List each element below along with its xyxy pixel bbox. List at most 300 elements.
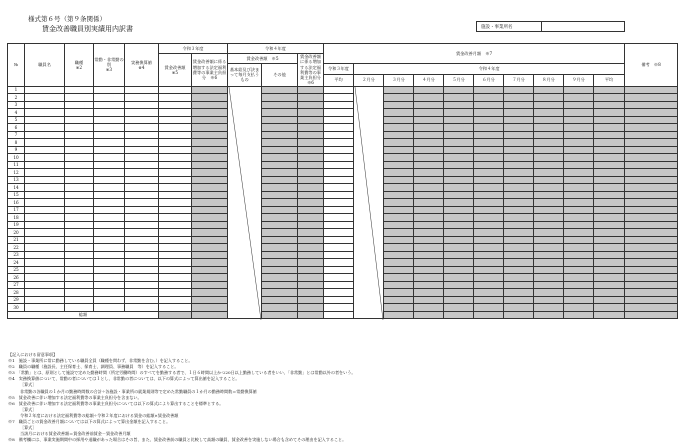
table-cell[interactable]	[324, 154, 354, 162]
table-cell[interactable]	[298, 116, 324, 124]
table-cell[interactable]	[159, 146, 192, 154]
table-cell[interactable]	[298, 176, 324, 184]
table-cell[interactable]	[564, 199, 594, 207]
table-cell[interactable]	[384, 169, 414, 177]
table-cell[interactable]	[474, 296, 504, 304]
table-cell[interactable]	[324, 101, 354, 109]
table-cell[interactable]	[94, 199, 125, 207]
table-cell[interactable]	[65, 86, 94, 94]
table-cell[interactable]	[384, 86, 414, 94]
table-cell[interactable]	[504, 184, 534, 192]
table-cell[interactable]	[594, 296, 625, 304]
table-cell[interactable]	[534, 146, 564, 154]
table-cell[interactable]	[534, 304, 564, 312]
table-cell[interactable]	[262, 304, 298, 312]
table-cell[interactable]	[262, 191, 298, 199]
table-cell[interactable]	[25, 229, 65, 237]
table-cell[interactable]	[298, 296, 324, 304]
table-cell[interactable]	[298, 109, 324, 117]
table-cell[interactable]	[298, 259, 324, 267]
table-cell[interactable]	[594, 161, 625, 169]
table-cell[interactable]	[534, 124, 564, 132]
table-cell[interactable]	[564, 109, 594, 117]
table-cell[interactable]	[94, 229, 125, 237]
table-cell[interactable]	[94, 274, 125, 282]
total-cell[interactable]	[324, 311, 354, 319]
table-cell[interactable]	[534, 266, 564, 274]
table-cell[interactable]	[324, 281, 354, 289]
table-cell[interactable]	[534, 161, 564, 169]
table-cell[interactable]	[159, 206, 192, 214]
table-cell[interactable]	[594, 274, 625, 282]
table-cell[interactable]	[625, 206, 678, 214]
table-cell[interactable]	[65, 154, 94, 162]
table-cell[interactable]	[125, 116, 159, 124]
table-cell[interactable]	[159, 214, 192, 222]
table-cell[interactable]	[94, 191, 125, 199]
table-cell[interactable]	[594, 154, 625, 162]
table-cell[interactable]	[262, 101, 298, 109]
table-cell[interactable]	[94, 214, 125, 222]
table-cell[interactable]	[192, 236, 228, 244]
table-cell[interactable]	[192, 244, 228, 252]
table-cell[interactable]	[192, 289, 228, 297]
table-cell[interactable]	[324, 199, 354, 207]
table-cell[interactable]	[625, 251, 678, 259]
table-cell[interactable]	[534, 86, 564, 94]
table-cell[interactable]	[534, 131, 564, 139]
table-cell[interactable]	[625, 259, 678, 267]
table-cell[interactable]	[159, 236, 192, 244]
table-cell[interactable]	[534, 259, 564, 267]
table-cell[interactable]	[262, 266, 298, 274]
table-cell[interactable]	[594, 229, 625, 237]
table-cell[interactable]	[594, 109, 625, 117]
table-cell[interactable]	[94, 124, 125, 132]
table-cell[interactable]	[414, 206, 444, 214]
table-cell[interactable]	[192, 229, 228, 237]
table-cell[interactable]	[564, 244, 594, 252]
total-cell[interactable]	[504, 311, 534, 319]
table-cell[interactable]	[414, 131, 444, 139]
table-cell[interactable]	[564, 169, 594, 177]
table-cell[interactable]	[262, 274, 298, 282]
table-cell[interactable]	[324, 259, 354, 267]
table-cell[interactable]	[262, 184, 298, 192]
table-cell[interactable]	[159, 191, 192, 199]
table-cell[interactable]	[125, 101, 159, 109]
table-cell[interactable]	[65, 244, 94, 252]
table-cell[interactable]	[262, 281, 298, 289]
table-cell[interactable]	[444, 154, 474, 162]
table-cell[interactable]	[384, 259, 414, 267]
table-cell[interactable]	[594, 221, 625, 229]
table-cell[interactable]	[474, 139, 504, 147]
table-cell[interactable]	[625, 146, 678, 154]
table-cell[interactable]	[414, 244, 444, 252]
table-cell[interactable]	[25, 274, 65, 282]
table-cell[interactable]	[504, 244, 534, 252]
table-cell[interactable]	[474, 154, 504, 162]
table-cell[interactable]	[414, 214, 444, 222]
table-cell[interactable]	[534, 244, 564, 252]
table-cell[interactable]	[444, 161, 474, 169]
table-cell[interactable]	[564, 274, 594, 282]
table-cell[interactable]	[324, 244, 354, 252]
table-cell[interactable]	[594, 266, 625, 274]
table-cell[interactable]	[504, 124, 534, 132]
table-cell[interactable]	[25, 161, 65, 169]
table-cell[interactable]	[444, 184, 474, 192]
table-cell[interactable]	[444, 236, 474, 244]
table-cell[interactable]	[298, 131, 324, 139]
table-cell[interactable]	[262, 214, 298, 222]
table-cell[interactable]	[414, 274, 444, 282]
table-cell[interactable]	[125, 94, 159, 102]
table-cell[interactable]	[444, 191, 474, 199]
table-cell[interactable]	[534, 139, 564, 147]
table-cell[interactable]	[534, 251, 564, 259]
table-cell[interactable]	[444, 139, 474, 147]
table-cell[interactable]	[159, 94, 192, 102]
table-cell[interactable]	[94, 236, 125, 244]
table-cell[interactable]	[25, 94, 65, 102]
table-cell[interactable]	[414, 154, 444, 162]
table-cell[interactable]	[504, 304, 534, 312]
total-cell[interactable]	[625, 311, 678, 319]
table-cell[interactable]	[594, 94, 625, 102]
table-cell[interactable]	[504, 221, 534, 229]
table-cell[interactable]	[94, 146, 125, 154]
table-cell[interactable]	[564, 161, 594, 169]
table-cell[interactable]	[159, 259, 192, 267]
table-cell[interactable]	[159, 266, 192, 274]
table-cell[interactable]	[474, 184, 504, 192]
table-cell[interactable]	[625, 229, 678, 237]
table-cell[interactable]	[262, 154, 298, 162]
table-cell[interactable]	[65, 131, 94, 139]
table-cell[interactable]	[534, 289, 564, 297]
table-cell[interactable]	[192, 191, 228, 199]
table-cell[interactable]	[125, 109, 159, 117]
table-cell[interactable]	[534, 214, 564, 222]
table-cell[interactable]	[564, 214, 594, 222]
table-cell[interactable]	[564, 236, 594, 244]
table-cell[interactable]	[625, 176, 678, 184]
table-cell[interactable]	[625, 281, 678, 289]
table-cell[interactable]	[159, 176, 192, 184]
table-cell[interactable]	[504, 146, 534, 154]
table-cell[interactable]	[594, 289, 625, 297]
table-cell[interactable]	[25, 199, 65, 207]
table-cell[interactable]	[94, 116, 125, 124]
table-cell[interactable]	[625, 236, 678, 244]
table-cell[interactable]	[625, 101, 678, 109]
table-cell[interactable]	[65, 199, 94, 207]
table-cell[interactable]	[414, 116, 444, 124]
table-cell[interactable]	[65, 139, 94, 147]
table-cell[interactable]	[192, 154, 228, 162]
table-cell[interactable]	[414, 146, 444, 154]
table-cell[interactable]	[192, 139, 228, 147]
table-cell[interactable]	[262, 296, 298, 304]
table-cell[interactable]	[324, 236, 354, 244]
table-cell[interactable]	[534, 184, 564, 192]
table-cell[interactable]	[414, 191, 444, 199]
table-cell[interactable]	[384, 124, 414, 132]
table-cell[interactable]	[504, 86, 534, 94]
table-cell[interactable]	[474, 124, 504, 132]
table-cell[interactable]	[414, 139, 444, 147]
table-cell[interactable]	[625, 244, 678, 252]
table-cell[interactable]	[25, 86, 65, 94]
table-cell[interactable]	[65, 124, 94, 132]
table-cell[interactable]	[324, 274, 354, 282]
table-cell[interactable]	[262, 109, 298, 117]
table-cell[interactable]	[125, 259, 159, 267]
table-cell[interactable]	[25, 281, 65, 289]
total-cell[interactable]	[159, 311, 192, 319]
table-cell[interactable]	[262, 176, 298, 184]
table-cell[interactable]	[192, 169, 228, 177]
table-cell[interactable]	[474, 109, 504, 117]
table-cell[interactable]	[298, 124, 324, 132]
table-cell[interactable]	[564, 146, 594, 154]
table-cell[interactable]	[298, 229, 324, 237]
table-cell[interactable]	[474, 94, 504, 102]
table-cell[interactable]	[65, 184, 94, 192]
total-cell[interactable]	[414, 311, 444, 319]
table-cell[interactable]	[298, 251, 324, 259]
table-cell[interactable]	[262, 251, 298, 259]
table-cell[interactable]	[159, 154, 192, 162]
table-cell[interactable]	[324, 266, 354, 274]
table-cell[interactable]	[414, 161, 444, 169]
table-cell[interactable]	[444, 304, 474, 312]
table-cell[interactable]	[384, 109, 414, 117]
table-cell[interactable]	[125, 229, 159, 237]
table-cell[interactable]	[94, 266, 125, 274]
table-cell[interactable]	[594, 101, 625, 109]
table-cell[interactable]	[625, 274, 678, 282]
table-cell[interactable]	[625, 289, 678, 297]
table-cell[interactable]	[444, 206, 474, 214]
table-cell[interactable]	[298, 191, 324, 199]
table-cell[interactable]	[159, 116, 192, 124]
table-cell[interactable]	[534, 94, 564, 102]
table-cell[interactable]	[625, 139, 678, 147]
table-cell[interactable]	[444, 229, 474, 237]
table-cell[interactable]	[564, 191, 594, 199]
table-cell[interactable]	[564, 304, 594, 312]
table-cell[interactable]	[65, 191, 94, 199]
table-cell[interactable]	[474, 214, 504, 222]
table-cell[interactable]	[504, 229, 534, 237]
table-cell[interactable]	[414, 304, 444, 312]
table-cell[interactable]	[534, 236, 564, 244]
table-cell[interactable]	[594, 131, 625, 139]
table-cell[interactable]	[65, 304, 94, 312]
table-cell[interactable]	[384, 101, 414, 109]
table-cell[interactable]	[564, 94, 594, 102]
table-cell[interactable]	[504, 191, 534, 199]
table-cell[interactable]	[298, 94, 324, 102]
table-cell[interactable]	[25, 251, 65, 259]
table-cell[interactable]	[125, 169, 159, 177]
table-cell[interactable]	[192, 206, 228, 214]
table-cell[interactable]	[504, 296, 534, 304]
table-cell[interactable]	[25, 214, 65, 222]
table-cell[interactable]	[534, 191, 564, 199]
table-cell[interactable]	[262, 289, 298, 297]
table-cell[interactable]	[25, 259, 65, 267]
table-cell[interactable]	[534, 116, 564, 124]
table-cell[interactable]	[65, 236, 94, 244]
table-cell[interactable]	[504, 281, 534, 289]
table-cell[interactable]	[474, 236, 504, 244]
table-cell[interactable]	[262, 139, 298, 147]
table-cell[interactable]	[625, 124, 678, 132]
table-cell[interactable]	[324, 124, 354, 132]
table-cell[interactable]	[474, 101, 504, 109]
table-cell[interactable]	[444, 214, 474, 222]
table-cell[interactable]	[65, 146, 94, 154]
table-cell[interactable]	[159, 221, 192, 229]
table-cell[interactable]	[504, 94, 534, 102]
table-cell[interactable]	[25, 131, 65, 139]
table-cell[interactable]	[192, 259, 228, 267]
table-cell[interactable]	[125, 154, 159, 162]
table-cell[interactable]	[504, 139, 534, 147]
table-cell[interactable]	[125, 176, 159, 184]
table-cell[interactable]	[625, 266, 678, 274]
table-cell[interactable]	[504, 206, 534, 214]
table-cell[interactable]	[384, 176, 414, 184]
table-cell[interactable]	[474, 229, 504, 237]
table-cell[interactable]	[125, 296, 159, 304]
table-cell[interactable]	[125, 86, 159, 94]
table-cell[interactable]	[159, 229, 192, 237]
table-cell[interactable]	[324, 176, 354, 184]
table-cell[interactable]	[192, 116, 228, 124]
table-cell[interactable]	[262, 131, 298, 139]
table-cell[interactable]	[192, 266, 228, 274]
table-cell[interactable]	[625, 214, 678, 222]
table-cell[interactable]	[25, 176, 65, 184]
table-cell[interactable]	[564, 251, 594, 259]
table-cell[interactable]	[474, 281, 504, 289]
table-cell[interactable]	[324, 169, 354, 177]
table-cell[interactable]	[125, 184, 159, 192]
table-cell[interactable]	[25, 266, 65, 274]
table-cell[interactable]	[94, 131, 125, 139]
table-cell[interactable]	[324, 139, 354, 147]
table-cell[interactable]	[298, 281, 324, 289]
table-cell[interactable]	[125, 161, 159, 169]
table-cell[interactable]	[65, 229, 94, 237]
table-cell[interactable]	[65, 281, 94, 289]
table-cell[interactable]	[159, 139, 192, 147]
table-cell[interactable]	[384, 251, 414, 259]
table-cell[interactable]	[564, 289, 594, 297]
table-cell[interactable]	[414, 124, 444, 132]
table-cell[interactable]	[384, 161, 414, 169]
table-cell[interactable]	[262, 124, 298, 132]
table-cell[interactable]	[414, 109, 444, 117]
total-cell[interactable]	[444, 311, 474, 319]
table-cell[interactable]	[94, 221, 125, 229]
table-cell[interactable]	[25, 221, 65, 229]
table-cell[interactable]	[125, 244, 159, 252]
table-cell[interactable]	[324, 109, 354, 117]
table-cell[interactable]	[94, 304, 125, 312]
table-cell[interactable]	[534, 154, 564, 162]
table-cell[interactable]	[594, 86, 625, 94]
table-cell[interactable]	[192, 304, 228, 312]
table-cell[interactable]	[625, 304, 678, 312]
table-cell[interactable]	[125, 124, 159, 132]
table-cell[interactable]	[414, 176, 444, 184]
table-cell[interactable]	[564, 206, 594, 214]
table-cell[interactable]	[384, 184, 414, 192]
table-cell[interactable]	[625, 109, 678, 117]
table-cell[interactable]	[159, 289, 192, 297]
table-cell[interactable]	[192, 221, 228, 229]
table-cell[interactable]	[25, 139, 65, 147]
table-cell[interactable]	[65, 259, 94, 267]
table-cell[interactable]	[159, 161, 192, 169]
table-cell[interactable]	[534, 229, 564, 237]
table-cell[interactable]	[192, 281, 228, 289]
table-cell[interactable]	[25, 124, 65, 132]
table-cell[interactable]	[564, 154, 594, 162]
table-cell[interactable]	[444, 131, 474, 139]
table-cell[interactable]	[534, 221, 564, 229]
table-cell[interactable]	[94, 296, 125, 304]
table-cell[interactable]	[444, 94, 474, 102]
table-cell[interactable]	[594, 184, 625, 192]
table-cell[interactable]	[414, 101, 444, 109]
table-cell[interactable]	[262, 199, 298, 207]
table-cell[interactable]	[564, 101, 594, 109]
table-cell[interactable]	[94, 101, 125, 109]
table-cell[interactable]	[94, 154, 125, 162]
table-cell[interactable]	[594, 304, 625, 312]
table-cell[interactable]	[594, 124, 625, 132]
table-cell[interactable]	[125, 304, 159, 312]
facility-input[interactable]	[542, 22, 624, 31]
table-cell[interactable]	[324, 206, 354, 214]
table-cell[interactable]	[564, 229, 594, 237]
table-cell[interactable]	[504, 101, 534, 109]
table-cell[interactable]	[262, 94, 298, 102]
table-cell[interactable]	[534, 296, 564, 304]
table-cell[interactable]	[324, 214, 354, 222]
table-cell[interactable]	[594, 214, 625, 222]
table-cell[interactable]	[298, 221, 324, 229]
table-cell[interactable]	[65, 109, 94, 117]
table-cell[interactable]	[65, 94, 94, 102]
table-cell[interactable]	[94, 184, 125, 192]
table-cell[interactable]	[625, 154, 678, 162]
table-cell[interactable]	[65, 101, 94, 109]
table-cell[interactable]	[594, 236, 625, 244]
table-cell[interactable]	[414, 236, 444, 244]
table-cell[interactable]	[159, 304, 192, 312]
table-cell[interactable]	[159, 109, 192, 117]
table-cell[interactable]	[474, 161, 504, 169]
table-cell[interactable]	[444, 101, 474, 109]
